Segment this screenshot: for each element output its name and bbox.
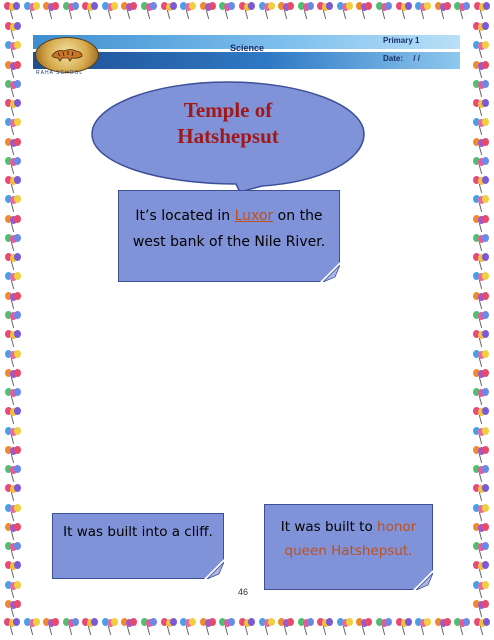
- balloon-icon: [473, 118, 489, 136]
- subject-label: Science: [230, 43, 265, 53]
- balloon-icon: [180, 2, 196, 20]
- balloon-icon: [473, 465, 489, 483]
- balloon-icon: [473, 311, 489, 329]
- balloon-icon: [5, 272, 21, 290]
- balloon-icon: [473, 234, 489, 252]
- balloon-icon: [356, 2, 372, 20]
- balloon-icon: [219, 618, 235, 636]
- balloon-icon: [5, 561, 21, 579]
- balloon-icon: [141, 618, 157, 636]
- balloon-icon: [5, 504, 21, 522]
- page-title: [90, 97, 366, 149]
- balloon-icon: [473, 388, 489, 406]
- balloon-icon: [473, 427, 489, 445]
- title-line-2: Hatshepsut: [177, 124, 279, 148]
- balloon-icon: [5, 311, 21, 329]
- balloon-icon: [5, 446, 21, 464]
- balloon-icon: [298, 618, 314, 636]
- balloon-icon: [5, 138, 21, 156]
- balloon-icon: [161, 618, 177, 636]
- balloon-icon: [5, 22, 21, 40]
- location-note-text-end: on the west bank of the Nile River.: [132, 208, 326, 250]
- balloon-icon: [5, 195, 21, 213]
- balloon-icon: [5, 600, 21, 618]
- balloon-icon: [454, 2, 470, 20]
- balloon-icon: [473, 253, 489, 271]
- balloon-icon: [5, 369, 21, 387]
- balloon-icon: [356, 618, 372, 636]
- balloon-icon: [161, 2, 177, 20]
- balloon-icon: [473, 484, 489, 502]
- balloon-icon: [473, 22, 489, 40]
- balloon-icon: [473, 292, 489, 310]
- balloon-icon: [5, 484, 21, 502]
- balloon-icon: [473, 157, 489, 175]
- balloon-icon: [5, 41, 21, 59]
- balloon-icon: [473, 523, 489, 541]
- date-value: / /: [413, 54, 420, 63]
- school-logo: [35, 37, 99, 73]
- balloon-icon: [5, 118, 21, 136]
- balloon-icon: [259, 618, 275, 636]
- balloon-icon: [43, 618, 59, 636]
- balloon-icon: [200, 2, 216, 20]
- balloon-icon: [5, 176, 21, 194]
- balloon-icon: [396, 2, 412, 20]
- balloon-icon: [435, 618, 451, 636]
- balloon-icon: [473, 61, 489, 79]
- balloon-icon: [337, 618, 353, 636]
- balloon-icon: [473, 176, 489, 194]
- balloon-icon: [5, 350, 21, 368]
- balloon-icon: [5, 292, 21, 310]
- balloon-icon: [121, 618, 137, 636]
- logo-caption: RAHA SCHOOL: [36, 70, 84, 76]
- balloon-icon: [4, 618, 20, 636]
- balloon-icon: [5, 465, 21, 483]
- balloon-icon: [278, 2, 294, 20]
- balloon-icon: [473, 407, 489, 425]
- balloon-icon: [376, 2, 392, 20]
- balloon-icon: [5, 581, 21, 599]
- balloon-icon: [102, 2, 118, 20]
- balloon-icon: [473, 330, 489, 348]
- page-curl-icon: [204, 559, 224, 579]
- balloon-icon: [5, 61, 21, 79]
- balloon-icon: [5, 157, 21, 175]
- balloon-icon: [317, 618, 333, 636]
- balloon-icon: [5, 523, 21, 541]
- balloon-icon: [82, 618, 98, 636]
- balloon-icon: [317, 2, 333, 20]
- balloon-icon: [5, 427, 21, 445]
- balloon-icon: [376, 618, 392, 636]
- balloon-icon: [219, 2, 235, 20]
- balloon-icon: [396, 618, 412, 636]
- balloon-icon: [473, 504, 489, 522]
- bottom-balloon-border: [0, 618, 494, 640]
- balloon-icon: [121, 2, 137, 20]
- balloon-icon: [473, 195, 489, 213]
- balloon-icon: [239, 2, 255, 20]
- balloon-icon: [63, 2, 79, 20]
- date-field: [383, 54, 420, 63]
- balloon-icon: [473, 369, 489, 387]
- balloon-icon: [5, 388, 21, 406]
- balloon-icon: [473, 542, 489, 560]
- balloon-icon: [141, 2, 157, 20]
- balloon-icon: [473, 600, 489, 618]
- purpose-note: [264, 504, 433, 590]
- balloon-icon: [473, 41, 489, 59]
- location-note: [118, 190, 340, 282]
- grade-label: Primary 1: [383, 36, 420, 45]
- balloon-icon: [473, 581, 489, 599]
- balloon-icon: [180, 618, 196, 636]
- left-balloon-border: [2, 22, 24, 618]
- balloon-icon: [5, 542, 21, 560]
- balloon-icon: [473, 350, 489, 368]
- cliff-note-text: It was built into a cliff.: [63, 524, 213, 540]
- balloon-icon: [4, 2, 20, 20]
- purpose-note-text: It was built to: [280, 519, 378, 535]
- balloon-icon: [415, 2, 431, 20]
- balloon-icon: [5, 407, 21, 425]
- cliff-note: [52, 513, 224, 579]
- right-balloon-border: [470, 22, 492, 618]
- tiger-emblem-icon: [50, 46, 84, 62]
- balloon-icon: [5, 253, 21, 271]
- balloon-icon: [102, 618, 118, 636]
- balloon-icon: [337, 2, 353, 20]
- balloon-icon: [5, 330, 21, 348]
- balloon-icon: [298, 2, 314, 20]
- date-label: Date:: [383, 54, 404, 63]
- balloon-icon: [24, 618, 40, 636]
- purpose-highlight: honor queen Hatshepsut.: [284, 519, 417, 559]
- balloon-icon: [473, 80, 489, 98]
- balloon-icon: [43, 2, 59, 20]
- balloon-icon: [5, 234, 21, 252]
- location-note-text: It’s located in: [135, 208, 235, 224]
- balloon-icon: [239, 618, 255, 636]
- balloon-icon: [82, 2, 98, 20]
- balloon-icon: [473, 272, 489, 290]
- balloon-icon: [259, 2, 275, 20]
- balloon-icon: [473, 215, 489, 233]
- balloon-icon: [63, 618, 79, 636]
- luxor-link[interactable]: Luxor: [234, 208, 274, 224]
- page-curl-icon: [413, 570, 433, 590]
- balloon-icon: [5, 215, 21, 233]
- balloon-icon: [5, 80, 21, 98]
- title-line-1: Temple of: [183, 98, 273, 122]
- page-number: 46: [238, 587, 249, 597]
- balloon-icon: [200, 618, 216, 636]
- balloon-icon: [24, 2, 40, 20]
- balloon-icon: [474, 2, 490, 20]
- top-balloon-border: [0, 2, 494, 24]
- balloon-icon: [5, 99, 21, 117]
- balloon-icon: [473, 446, 489, 464]
- balloon-icon: [473, 561, 489, 579]
- balloon-icon: [473, 138, 489, 156]
- balloon-icon: [415, 618, 431, 636]
- balloon-icon: [474, 618, 490, 636]
- balloon-icon: [278, 618, 294, 636]
- balloon-icon: [435, 2, 451, 20]
- balloon-icon: [454, 618, 470, 636]
- balloon-icon: [473, 99, 489, 117]
- page-curl-icon: [320, 262, 340, 282]
